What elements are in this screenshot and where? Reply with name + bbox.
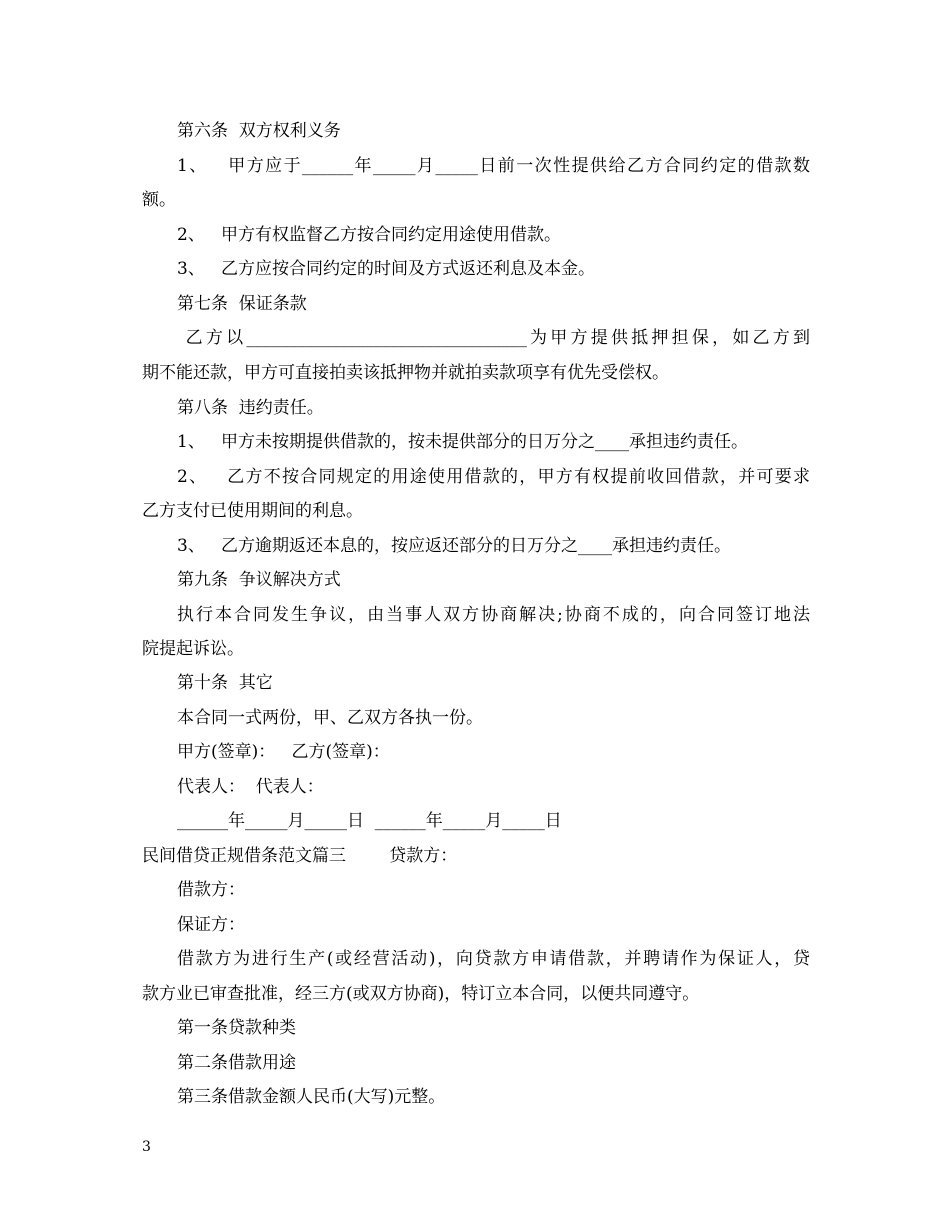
article-7-heading: 第七条 保证条款 — [177, 294, 307, 314]
article-3-heading: 第三条借款金额人民币(大写)元整。 — [177, 1087, 446, 1107]
clause-line: 执行本合同发生争议，由当事人双方协商解决;协商不成的，向合同签订地法 — [177, 605, 810, 625]
article-6-heading: 第六条 双方权利义务 — [177, 121, 341, 141]
page-number: 3 — [142, 1139, 151, 1155]
clause-line: 乙方支付已使用期间的利息。 — [142, 501, 363, 521]
article-10-heading: 第十条 其它 — [177, 673, 273, 693]
article-8-heading: 第八条 违约责任。 — [177, 398, 324, 418]
clause-line: 期不能还款，甲方可直接拍卖该抵押物并就拍卖款项享有优先受偿权。 — [142, 363, 669, 383]
article-9-heading: 第九条 争议解决方式 — [177, 570, 341, 590]
clause-line: 本合同一式两份，甲、乙双方各执一份。 — [177, 708, 483, 728]
clause-line: 1、 甲方应于______年_____月_____日前一次性提供给乙方合同约定的借款数 — [177, 156, 810, 176]
article-1-heading: 第一条贷款种类 — [177, 1018, 296, 1038]
clause-line: 乙方以_________________________________为甲方提供抵押担保，如乙方到 — [177, 328, 810, 348]
party-line: 保证方： — [177, 915, 245, 935]
clause-line: 1、 甲方未按期提供借款的，按未提供部分的日万分之____承担违约责任。 — [177, 432, 749, 452]
clause-line: 院提起诉讼。 — [142, 639, 244, 659]
article-2-heading: 第二条借款用途 — [177, 1053, 296, 1073]
representative-line: 代表人： 代表人： — [177, 777, 324, 797]
clause-line: 2、 乙方不按合同规定的用途使用借款的，甲方有权提前收回借款，并可要求 — [177, 467, 810, 487]
section-title: 民间借贷正规借条范文篇三 贷款方： — [142, 846, 458, 866]
clause-line: 款方业已审查批准，经三方(或双方协商)，特订立本合同，以便共同遵守。 — [142, 984, 700, 1004]
clause-line: 额。 — [142, 190, 176, 210]
signature-line: 甲方(签章)： 乙方(签章)： — [177, 742, 390, 762]
clause-line: 3、 乙方逾期返还本息的，按应返还部分的日万分之____承担违约责任。 — [177, 536, 732, 556]
clause-line: 3、 乙方应按合同约定的时间及方式返还利息及本金。 — [177, 259, 596, 279]
date-line: ______年_____月_____日 ______年_____月_____日 — [177, 811, 562, 831]
clause-line: 2、 甲方有权监督乙方按合同约定用途使用借款。 — [177, 225, 562, 245]
clause-line: 借款方为进行生产(或经营活动)，向贷款方申请借款，并聘请作为保证人，贷 — [177, 949, 810, 969]
party-line: 借款方： — [177, 880, 245, 900]
